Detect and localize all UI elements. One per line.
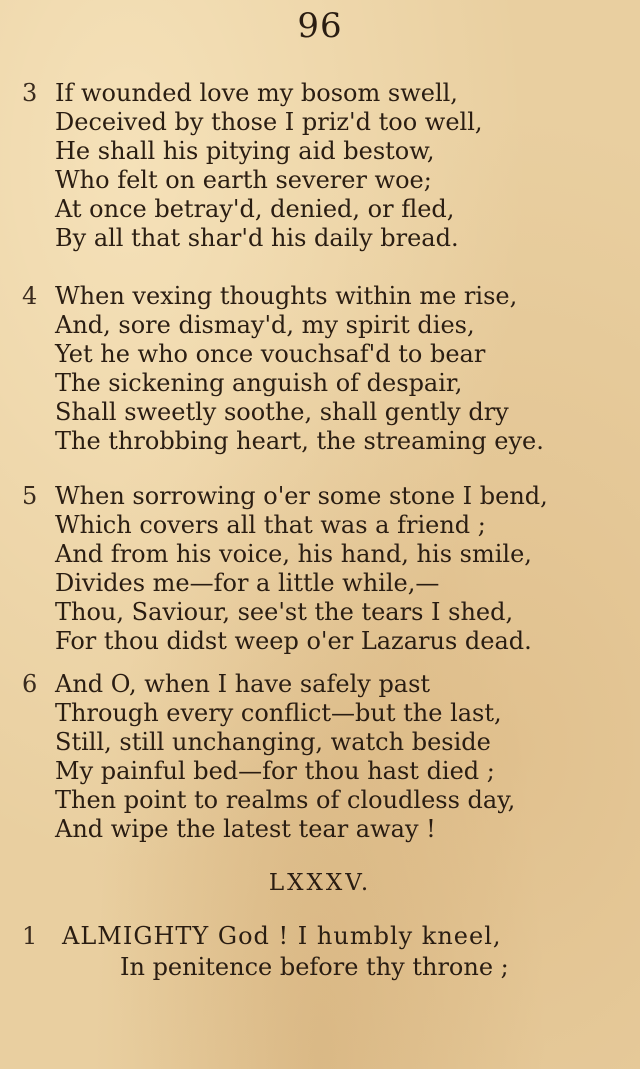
verse-line: When vexing thoughts within me rise, <box>55 282 518 310</box>
verse-line: Thou, Saviour, see'st the tears I shed, <box>55 598 514 626</box>
verse-line: If wounded love my bosom swell, <box>55 79 458 107</box>
verse-line: By all that shar'd his daily bread. <box>55 224 459 252</box>
verse-line: Through every conflict—but the last, <box>55 699 502 727</box>
verse-line: ALMIGHTY God ! I humbly kneel, <box>62 922 502 950</box>
page-number: 96 <box>297 6 343 46</box>
hymn-title: LXXXV. <box>268 870 372 896</box>
stanza-number: 5 <box>22 482 38 510</box>
stanza-number: 1 <box>22 922 38 950</box>
verse-line: Who felt on earth severer woe; <box>55 166 432 194</box>
verse-line: When sorrowing o'er some stone I bend, <box>55 482 548 510</box>
verse-line: Divides me—for a little while,— <box>55 569 440 597</box>
verse-line: The sickening anguish of despair, <box>55 369 463 397</box>
verse-line: At once betray'd, denied, or fled, <box>55 195 455 223</box>
verse-line: The throbbing heart, the streaming eye. <box>55 427 544 455</box>
verse-line: For thou didst weep o'er Lazarus dead. <box>55 627 532 655</box>
verse-line: Which covers all that was a friend ; <box>55 511 486 539</box>
verse-line: My painful bed—for thou hast died ; <box>55 757 495 785</box>
verse-line: Shall sweetly soothe, shall gently dry <box>55 398 509 426</box>
verse-line: And O, when I have safely past <box>55 670 431 698</box>
verse-line: And from his voice, his hand, his smile, <box>55 540 532 568</box>
stanza-number: 4 <box>22 282 38 310</box>
verse-line: And, sore dismay'd, my spirit dies, <box>55 311 475 339</box>
verse-line: In penitence before thy throne ; <box>120 953 509 981</box>
verse-line: Yet he who once vouchsaf'd to bear <box>55 340 486 368</box>
verse-line: He shall his pitying aid bestow, <box>55 137 435 165</box>
stanza-number: 6 <box>22 670 38 698</box>
verse-line: Deceived by those I priz'd too well, <box>55 108 483 136</box>
verse-line: Still, still unchanging, watch beside <box>55 728 491 756</box>
verse-line: Then point to realms of cloudless day, <box>55 786 516 814</box>
verse-line: And wipe the latest tear away ! <box>55 815 436 843</box>
stanza-number: 3 <box>22 79 38 107</box>
